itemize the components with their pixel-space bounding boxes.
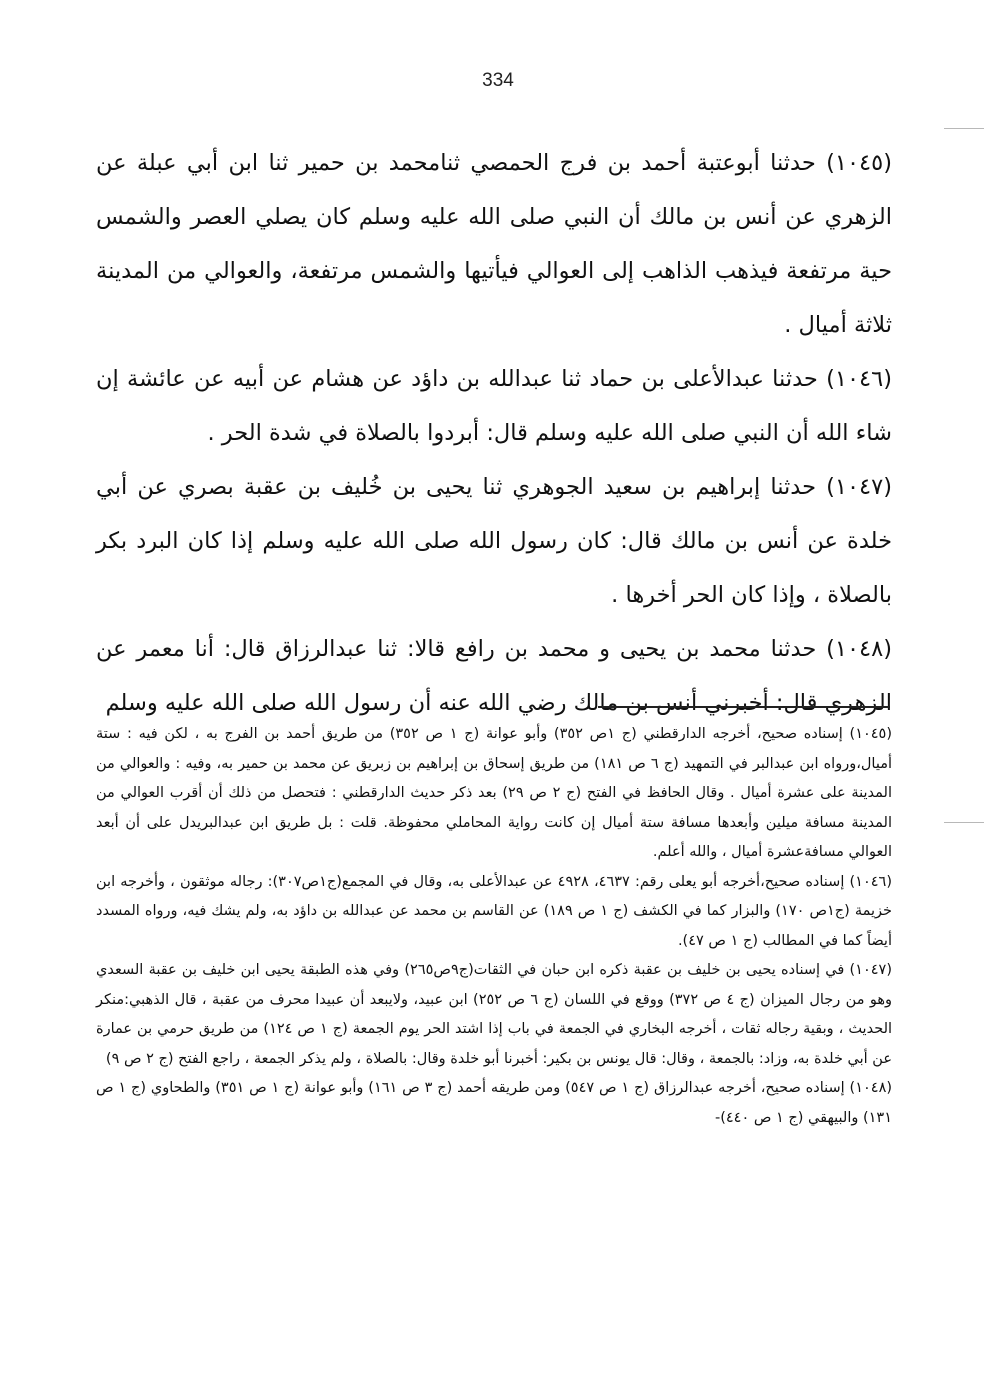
hadith-1048: (١٠٤٨) حدثنا محمد بن يحيى و محمد بن رافع قالا: ثنا عبدالرزاق قال: أنا معمر عن الزهري قال: أخبرني أنس بن مالك رضي الله عنه أن رسول الله صلى الله عليه وسلم [96, 636, 892, 716]
margin-scan-mark [944, 822, 984, 823]
main-hadith-text [96, 136, 892, 730]
hadith-1047: (١٠٤٧) حدثنا إبراهيم بن سعيد الجوهري ثنا يحيى بن خُليف بن عقبة بصري عن أبي خلدة عن أنس بن مالك قال: كان رسول الله صلى الله عليه وسلم إذا كان البرد بكر بالصلاة ، وإذا كان الحر أخرها . [96, 474, 892, 608]
margin-scan-mark [944, 128, 984, 129]
hadith-1045: (١٠٤٥) حدثنا أبوعتبة أحمد بن فرج الحمصي ثنامحمد بن حمير ثنا ابن أبي عبلة عن الزهري عن أنس بن مالك أن النبي صلى الله عليه وسلم كان يصلي العصر والشمس حية مرتفعة فيذهب الذاهب إلى العوالي فيأتيها والشمس مرتفعة، والعوالي من المدينة ثلاثة أميال . [96, 150, 892, 338]
footnote-1048: (١٠٤٨) إسناده صحيح، أخرجه عبدالرزاق (ج ١ ص ٥٤٧) ومن طريقه أحمد (ج ٣ ص ١٦١) وأبو عوانة (ج ١ ص ٣٥١) والطحاوي (ج ١ ص ١٣١) والبيهقي (ج ١ ص ٤٤٠)- [96, 1080, 893, 1126]
page-number: 334 [482, 70, 514, 91]
footnote-1047: (١٠٤٧) في إسناده يحيى بن خليف بن عقبة ذكره ابن حبان في الثقات(ج٩ص٢٦٥) وفي هذه الطبقة يحيى ابن خليف بن عقبة السعدي وهو من رجال الميزان (ج ٤ ص ٣٧٢) ووقع في اللسان (ج ٦ ص ٢٥٢) ابن عبيد، ولايبعد أن عبيدا محرف من عقبة ، قال الذهبي:منكر الحديث ، وبقية رجاله ثقات ، أخرجه البخاري في الجمعة في باب إذا اشتد الحر يوم الجمعة (ج ١ ص ١٢٤) من طريق حرمي بن عمارة عن أبي خلدة به، وزاد: بالجمعة ، وقال: قال يونس بن بكير: أخبرنا أبو خلدة وقال: بالصلاة ، ولم يذكر الجمعة ، راجع الفتح (ج ٢ ص ٩) [96, 962, 893, 1067]
footnotes-section [96, 720, 892, 1133]
footnote-separator [598, 706, 890, 708]
footnote-1045: (١٠٤٥) إسناده صحيح، أخرجه الدارقطني (ج ١ص ٣٥٢) وأبو عوانة (ج ١ ص ٣٥٢) من طريق أحمد بن الفرج به ، لكن فيه : ستة أميال،ورواه ابن عبدالبر في التمهيد (ج ٦ ص ١٨١) من طريق إسحاق بن إبراهيم بن زبريق عن محمد بن حمير به، وفيه : والعوالي من المدينة على عشرة أميال . وقال الحافظ في الفتح (ج ٢ ص ٢٩) بعد ذكر حديث الدارقطني : فتحصل من ذلك أن أقرب العوالي من المدينة مسافة ميلين وأبعدها مسافة ستة أميال إن كانت رواية المحاملي محفوظة. قلت : بل طريق ابن عبدالبريدل على أن أبعد العوالي مسافةعشرة أميال ، والله أعلم. [96, 726, 893, 860]
footnote-1046: (١٠٤٦) إسناده صحيح،أخرجه أبو يعلى رقم: ٤٦٣٧، ٤٩٢٨ عن عبدالأعلى به، وقال في المجمع(ج١ص٣٠٧): رجاله موثقون ، وأخرجه ابن خزيمة (ج١ص ١٧٠) والبزار كما في الكشف (ج ١ ص ١٨٩) عن القاسم بن محمد عن عبدالله بن داؤد به، ولم يشك فيه، ورواه المسدد أيضاً كما في المطالب (ج ١ ص ٤٧). [96, 873, 893, 949]
hadith-1046: (١٠٤٦) حدثنا عبدالأعلى بن حماد ثنا عبدالله بن داؤد عن هشام عن أبيه عن عائشة إن شاء الله أن النبي صلى الله عليه وسلم قال: أبردوا بالصلاة في شدة الحر . [96, 366, 892, 446]
